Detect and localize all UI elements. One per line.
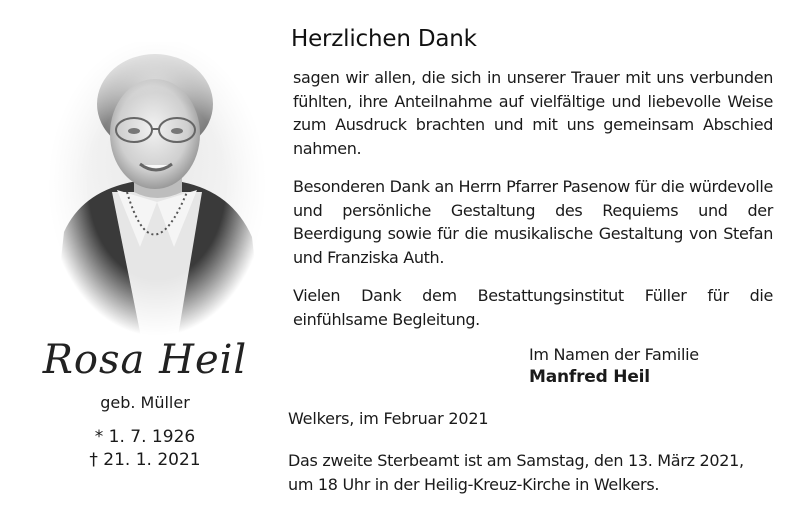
- service-notice: [288, 449, 778, 496]
- signature-name: Manfred Heil: [529, 367, 650, 387]
- portrait-illustration: [42, 42, 272, 342]
- place-date: Welkers, im Februar 2021: [288, 409, 489, 428]
- service-notice-line-1: Das zweite Sterbeamt ist am Samstag, den 13. März 2021,: [288, 451, 744, 470]
- birth-date: * 1. 7. 1926: [94, 427, 196, 447]
- heading: Herzlichen Dank: [291, 26, 477, 52]
- paragraph-thanks-pastor: Besonderen Dank an Herrn Pfarrer Pasenow für die würdevolle und persönliche Gestaltung des Requiems und der Beerdigung sowie für die musikalische Gestaltung von Stefan und Franziska Auth.: [293, 177, 773, 267]
- deceased-name: Rosa Heil: [42, 337, 248, 383]
- death-date: † 21. 1. 2021: [89, 450, 201, 470]
- life-dates: [20, 426, 270, 472]
- portrait-photo: [42, 42, 272, 342]
- signature-label: Im Namen der Familie: [529, 345, 699, 364]
- service-notice-line-2: um 18 Uhr in der Heilig-Kreuz-Kirche in Welkers.: [288, 474, 660, 494]
- paragraph-thanks-all: sagen wir allen, die sich in unserer Trauer mit uns verbunden fühlten, ihre Anteilnahme auf vielfältige und liebevolle Weise zum Ausdruck brachten und mit uns gemeinsam Abschied nahmen.: [293, 68, 773, 158]
- paragraph-thanks-undertaker: Vielen Dank dem Bestattungsinstitut Füller für die einfühlsame Begleitung.: [293, 286, 773, 329]
- maiden-name: geb. Müller: [100, 393, 190, 412]
